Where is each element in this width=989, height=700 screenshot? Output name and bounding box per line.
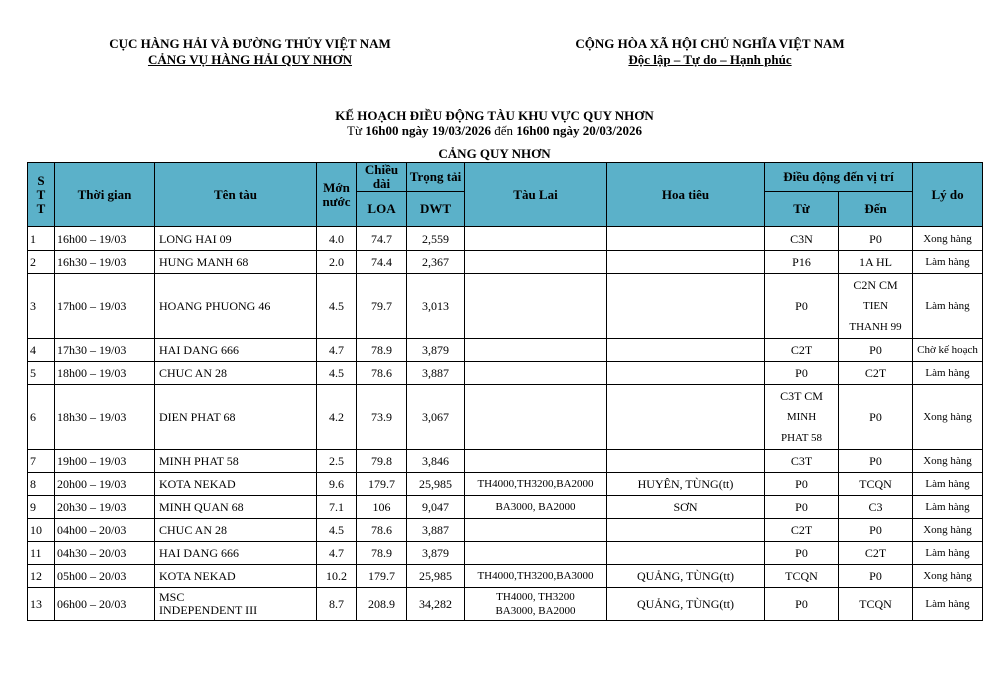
- tug-cell-multiline: TH4000, TH3200 BA3000, BA2000: [465, 588, 607, 621]
- table-row: [28, 385, 983, 450]
- cell-draft: 4.2: [317, 385, 357, 450]
- cell-to: P0: [839, 227, 913, 251]
- col-move: Điều động đến vị trí: [765, 163, 913, 192]
- cell-reason: Làm hàng: [913, 496, 983, 519]
- cell-pilot: [607, 251, 765, 274]
- cell-draft: 4.7: [317, 542, 357, 565]
- cell-reason: Làm hàng: [913, 542, 983, 565]
- cell-dwt: 9,047: [407, 496, 465, 519]
- cell-tug: TH4000,TH3200,BA2000: [465, 473, 607, 496]
- cell-ship: MINH QUAN 68: [155, 496, 317, 519]
- cell-stt: 7: [28, 450, 55, 473]
- cell-stt: 2: [28, 251, 55, 274]
- cell-loa: 78.9: [357, 542, 407, 565]
- col-from: Từ: [765, 192, 839, 227]
- to-cell-multiline: C2N CM TIEN THANH 99: [839, 274, 913, 339]
- cell-ship: CHUC AN 28: [155, 519, 317, 542]
- cell-to: P0: [839, 339, 913, 362]
- cell-from: P0: [765, 588, 839, 621]
- cell-draft: 10.2: [317, 565, 357, 588]
- cell-time: 04h00 – 20/03: [55, 519, 155, 542]
- header-left: [60, 36, 440, 68]
- table-row: [28, 274, 983, 339]
- cell-dwt: 3,879: [407, 542, 465, 565]
- cell-from: C2T: [765, 339, 839, 362]
- cell-pilot: [607, 450, 765, 473]
- cell-loa: 79.8: [357, 450, 407, 473]
- cell-dwt: 3,846: [407, 450, 465, 473]
- cell-ship: HAI DANG 666: [155, 542, 317, 565]
- cell-loa: 208.9: [357, 588, 407, 621]
- cell-loa: 179.7: [357, 565, 407, 588]
- cell-loa: 79.7: [357, 274, 407, 339]
- cell-from: P0: [765, 542, 839, 565]
- cell-time: 17h00 – 19/03: [55, 274, 155, 339]
- cell-reason: Làm hàng: [913, 473, 983, 496]
- cell-stt: 5: [28, 362, 55, 385]
- cell-stt: 9: [28, 496, 55, 519]
- cell-tug: [465, 385, 607, 450]
- table-row: [28, 473, 983, 496]
- cell-reason: Xong hàng: [913, 519, 983, 542]
- cell-time: 18h30 – 19/03: [55, 385, 155, 450]
- cell-reason: Xong hàng: [913, 565, 983, 588]
- cell-loa: 73.9: [357, 385, 407, 450]
- cell-loa: 74.7: [357, 227, 407, 251]
- col-to: Đến: [839, 192, 913, 227]
- cell-loa: 78.9: [357, 339, 407, 362]
- document-subtitle: [0, 123, 989, 139]
- cell-stt: 4: [28, 339, 55, 362]
- cell-reason: Làm hàng: [913, 274, 983, 339]
- cell-from: P0: [765, 362, 839, 385]
- from-cell-multiline: C3T CM MINH PHAT 58: [765, 385, 839, 450]
- cell-loa: 78.6: [357, 519, 407, 542]
- cell-to: TCQN: [839, 473, 913, 496]
- cell-reason: Xong hàng: [913, 227, 983, 251]
- cell-pilot: HUYÊN, TÙNG(tt): [607, 473, 765, 496]
- table-row: [28, 339, 983, 362]
- col-stt: S T T: [28, 163, 55, 227]
- cell-time: 20h00 – 19/03: [55, 473, 155, 496]
- cell-stt: 3: [28, 274, 55, 339]
- cell-time: 16h00 – 19/03: [55, 227, 155, 251]
- cell-draft: 4.5: [317, 362, 357, 385]
- cell-pilot: [607, 542, 765, 565]
- cell-reason: Làm hàng: [913, 588, 983, 621]
- cell-tug: [465, 450, 607, 473]
- cell-dwt: 3,879: [407, 339, 465, 362]
- cell-time: 05h00 – 20/03: [55, 565, 155, 588]
- cell-loa: 179.7: [357, 473, 407, 496]
- subtitle-to: 16h00 ngày 20/03/2026: [516, 123, 642, 138]
- cell-time: 17h30 – 19/03: [55, 339, 155, 362]
- table-row: [28, 251, 983, 274]
- table-row: [28, 362, 983, 385]
- cell-pilot: [607, 227, 765, 251]
- cell-draft: 4.5: [317, 519, 357, 542]
- cell-to: P0: [839, 519, 913, 542]
- cell-tug: [465, 362, 607, 385]
- cell-pilot: [607, 385, 765, 450]
- cell-reason: Xong hàng: [913, 385, 983, 450]
- cell-ship: HAI DANG 666: [155, 339, 317, 362]
- cell-stt: 6: [28, 385, 55, 450]
- ship-cell-multiline: MSC INDEPENDENT III: [155, 588, 317, 621]
- cell-dwt: 34,282: [407, 588, 465, 621]
- cell-tug: [465, 251, 607, 274]
- cell-dwt: 25,985: [407, 473, 465, 496]
- cell-time: 19h00 – 19/03: [55, 450, 155, 473]
- subtitle-mid: đến: [494, 123, 514, 138]
- cell-reason: Chờ kế hoạch: [913, 339, 983, 362]
- cell-dwt: 3,887: [407, 519, 465, 542]
- table-row: [28, 227, 983, 251]
- col-time: Thời gian: [55, 163, 155, 227]
- cell-ship: MINH PHAT 58: [155, 450, 317, 473]
- cell-ship: CHUC AN 28: [155, 362, 317, 385]
- cell-draft: 9.6: [317, 473, 357, 496]
- cell-draft: 7.1: [317, 496, 357, 519]
- col-tug: Tàu Lai: [465, 163, 607, 227]
- cell-draft: 4.0: [317, 227, 357, 251]
- cell-pilot: QUẢNG, TÙNG(tt): [607, 588, 765, 621]
- cell-dwt: 2,559: [407, 227, 465, 251]
- table-row: [28, 588, 983, 621]
- cell-ship: LONG HAI 09: [155, 227, 317, 251]
- cell-ship: HUNG MANH 68: [155, 251, 317, 274]
- cell-draft: 4.7: [317, 339, 357, 362]
- agency-name: CỤC HÀNG HẢI VÀ ĐƯỜNG THỦY VIỆT NAM: [109, 36, 391, 51]
- header-right: [500, 36, 920, 68]
- col-length: Chiều dài: [357, 163, 407, 192]
- col-pilot: Hoa tiêu: [607, 163, 765, 227]
- col-reason: Lý do: [913, 163, 983, 227]
- table-row: [28, 450, 983, 473]
- cell-reason: Làm hàng: [913, 362, 983, 385]
- cell-tug: [465, 519, 607, 542]
- cell-dwt: 3,067: [407, 385, 465, 450]
- national-title: CỘNG HÒA XÃ HỘI CHỦ NGHĨA VIỆT NAM: [575, 36, 845, 51]
- cell-stt: 11: [28, 542, 55, 565]
- subtitle-from: 16h00 ngày 19/03/2026: [365, 123, 491, 138]
- subtitle-prefix: Từ: [347, 123, 363, 138]
- cell-dwt: 25,985: [407, 565, 465, 588]
- cell-draft: 2.5: [317, 450, 357, 473]
- cell-from: P0: [765, 496, 839, 519]
- cell-stt: 10: [28, 519, 55, 542]
- col-dwt-unit: DWT: [407, 192, 465, 227]
- cell-to: TCQN: [839, 588, 913, 621]
- cell-to: C3: [839, 496, 913, 519]
- table-row: [28, 565, 983, 588]
- cell-dwt: 3,013: [407, 274, 465, 339]
- cell-reason: Làm hàng: [913, 251, 983, 274]
- cell-dwt: 2,367: [407, 251, 465, 274]
- cell-loa: 106: [357, 496, 407, 519]
- cell-draft: 4.5: [317, 274, 357, 339]
- cell-from: C3N: [765, 227, 839, 251]
- cell-time: 18h00 – 19/03: [55, 362, 155, 385]
- cell-to: P0: [839, 450, 913, 473]
- document-title: KẾ HOẠCH ĐIỀU ĐỘNG TÀU KHU VỰC QUY NHƠN: [335, 108, 654, 123]
- cell-tug: [465, 542, 607, 565]
- cell-dwt: 3,887: [407, 362, 465, 385]
- cell-from: P16: [765, 251, 839, 274]
- cell-pilot: [607, 519, 765, 542]
- national-motto: Độc lập – Tự do – Hạnh phúc: [628, 52, 792, 67]
- cell-to: 1A HL: [839, 251, 913, 274]
- cell-time: 20h30 – 19/03: [55, 496, 155, 519]
- schedule-table: [27, 162, 983, 621]
- cell-to: C2T: [839, 542, 913, 565]
- col-dwt: Trọng tải: [407, 163, 465, 192]
- cell-to: P0: [839, 565, 913, 588]
- cell-time: 04h30 – 20/03: [55, 542, 155, 565]
- cell-from: P0: [765, 274, 839, 339]
- cell-reason: Xong hàng: [913, 450, 983, 473]
- cell-time: 16h30 – 19/03: [55, 251, 155, 274]
- cell-pilot: QUẢNG, TÙNG(tt): [607, 565, 765, 588]
- cell-ship: KOTA NEKAD: [155, 565, 317, 588]
- port-name: CẢNG QUY NHƠN: [438, 146, 551, 161]
- cell-pilot: SƠN: [607, 496, 765, 519]
- cell-ship: DIEN PHAT 68: [155, 385, 317, 450]
- cell-pilot: [607, 274, 765, 339]
- cell-tug: [465, 227, 607, 251]
- cell-to: C2T: [839, 362, 913, 385]
- cell-from: TCQN: [765, 565, 839, 588]
- cell-stt: 12: [28, 565, 55, 588]
- cell-loa: 74.4: [357, 251, 407, 274]
- col-ship: Tên tàu: [155, 163, 317, 227]
- cell-stt: 1: [28, 227, 55, 251]
- cell-time: 06h00 – 20/03: [55, 588, 155, 621]
- table-row: [28, 496, 983, 519]
- cell-ship: HOANG PHUONG 46: [155, 274, 317, 339]
- cell-stt: 13: [28, 588, 55, 621]
- cell-from: C3T: [765, 450, 839, 473]
- table-row: [28, 519, 983, 542]
- cell-pilot: [607, 339, 765, 362]
- col-draft: Mớn nước: [317, 163, 357, 227]
- cell-to: P0: [839, 385, 913, 450]
- cell-from: C2T: [765, 519, 839, 542]
- col-length-unit: LOA: [357, 192, 407, 227]
- cell-draft: 8.7: [317, 588, 357, 621]
- table-row: [28, 542, 983, 565]
- cell-draft: 2.0: [317, 251, 357, 274]
- cell-tug: TH4000,TH3200,BA3000: [465, 565, 607, 588]
- cell-ship: KOTA NEKAD: [155, 473, 317, 496]
- cell-tug: [465, 274, 607, 339]
- cell-from: P0: [765, 473, 839, 496]
- cell-stt: 8: [28, 473, 55, 496]
- cell-loa: 78.6: [357, 362, 407, 385]
- cell-tug: [465, 339, 607, 362]
- port-authority-name: CẢNG VỤ HÀNG HẢI QUY NHƠN: [147, 52, 353, 67]
- cell-tug: BA3000, BA2000: [465, 496, 607, 519]
- cell-pilot: [607, 362, 765, 385]
